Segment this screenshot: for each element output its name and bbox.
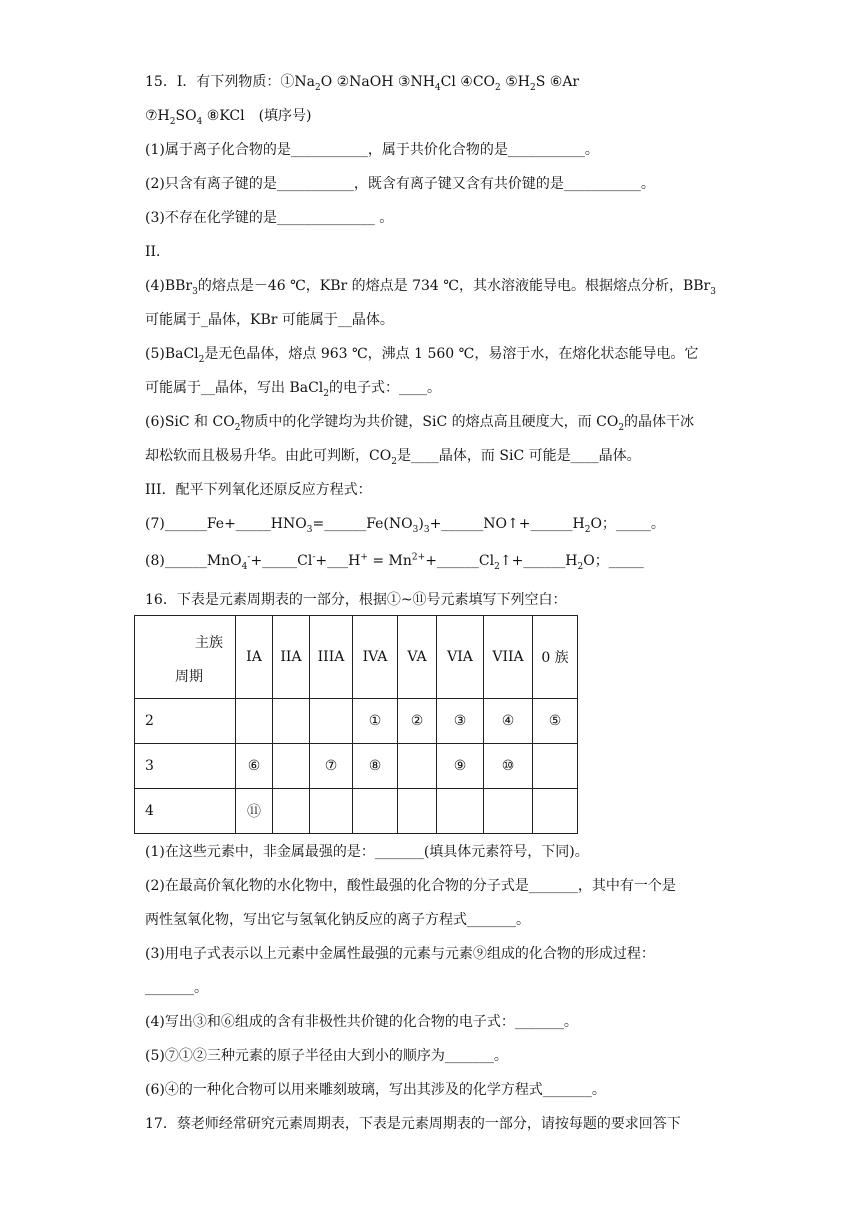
q15-sub-6-cont: 却松软而且极易升华。由此可判断，$CO_2$是____晶体，而 SiC 可能是____晶体。	[145, 448, 641, 467]
table-cell: ①	[353, 699, 398, 744]
group-header: 0 族	[533, 616, 578, 699]
table-cell: ②	[398, 699, 437, 744]
table-cell: ⑩	[484, 744, 533, 789]
table-cell: ⑤	[533, 699, 578, 744]
q16-sub-4: (4)写出③和⑥组成的含有非极性共价键的化合物的电子式：_______。	[145, 1014, 578, 1030]
q17-intro: 17．蔡老师经常研究元素周期表，下表是元素周期表的一部分，请按每题的要求回答下	[145, 1116, 681, 1132]
q15-sub-5-cont: 可能属于__晶体，写出 BaCl$_2$的电子式：____。	[145, 380, 442, 399]
q15-sub-2: (2)只含有离子键的是___________，既含有离子键又含有共价键的是___________。	[145, 176, 655, 192]
q16-intro: 16．下表是元素周期表的一部分，根据①~⑪号元素填写下列空白：	[145, 592, 567, 608]
period-label: 4	[135, 789, 236, 834]
table-row	[135, 789, 578, 834]
table-row	[135, 699, 578, 744]
q16-sub-5: (5)⑦①②三种元素的原子半径由大到小的顺序为_______。	[145, 1048, 508, 1064]
q15-sub-5: (5)BaCl$_2$是无色晶体，熔点 963 ℃，沸点 1 560 ℃，易溶于水，在熔化状态能导电。它	[145, 346, 699, 365]
q15-sub-3: (3)不存在化学键的是______________ 。	[145, 210, 394, 226]
table-corner-cell	[135, 616, 236, 699]
q15-sub-4: (4)BBr$_3$的熔点是－46 ℃，KBr 的熔点是 734 ℃，其水溶液能导电。根据熔点分析，BBr$_3$	[145, 278, 716, 297]
group-header: IIA	[273, 616, 310, 699]
q15-sub-1: (1)属于离子化合物的是___________，属于共价化合物的是___________。	[145, 142, 599, 158]
table-cell: ⑪	[236, 789, 273, 834]
table-cell: ⑥	[236, 744, 273, 789]
table-cell	[437, 789, 484, 834]
q15-section-2: II．	[145, 244, 171, 260]
q16-sub-6: (6)④的一种化合物可以用来雕刻玻璃，写出其涉及的化学方程式_______。	[145, 1082, 606, 1098]
group-header: IA	[236, 616, 273, 699]
table-header-row	[135, 616, 578, 699]
table-cell: ⑧	[353, 744, 398, 789]
table-row	[135, 744, 578, 789]
table-cell	[236, 699, 273, 744]
q15-section-3: III．配平下列氧化还原反应方程式：	[145, 482, 372, 498]
q16-sub-3-cont: _______。	[145, 980, 208, 996]
table-cell	[533, 744, 578, 789]
table-cell: ⑨	[437, 744, 484, 789]
table-cell	[353, 789, 398, 834]
q15-sub-7: $(7)\_\_\_\_\_\_Fe+\_\_\_\_\_HNO_3=\_\_\_\_\_\_Fe(NO_3)_3+\_\_\_\_\_\_NO↑+\_\_\_\_\_\_H_2O$；_____。	[145, 516, 665, 535]
table-cell	[273, 789, 310, 834]
q15-sub-4-cont: 可能属于_晶体，KBr 可能属于__晶体。	[145, 312, 394, 328]
group-header: VIIA	[484, 616, 533, 699]
table-cell	[533, 789, 578, 834]
group-header: IVA	[353, 616, 398, 699]
table-cell	[273, 744, 310, 789]
period-label: 3	[135, 744, 236, 789]
periodic-table	[134, 615, 578, 834]
table-cell	[310, 699, 353, 744]
corner-label-group: 主族	[195, 635, 223, 651]
q15-line-2: $⑦H_2SO_4$ ⑧KCl (填序号)	[145, 108, 312, 127]
table-cell: ③	[437, 699, 484, 744]
q16-sub-3: (3)用电子式表示以上元素中金属性最强的元素与元素⑨组成的化合物的形成过程：	[145, 946, 655, 962]
q16-sub-2-cont: 两性氢氧化物，写出它与氢氧化钠反应的离子方程式_______。	[145, 912, 530, 928]
group-header: IIIA	[310, 616, 353, 699]
table-cell	[484, 789, 533, 834]
table-cell: ⑦	[310, 744, 353, 789]
group-header: VIA	[437, 616, 484, 699]
corner-label-period: 周期	[175, 669, 203, 685]
table-cell	[310, 789, 353, 834]
q16-sub-1: (1)在这些元素中，非金属最强的是：_______(填具体元素符号，下同)。	[145, 844, 589, 860]
table-cell: ④	[484, 699, 533, 744]
table-cell	[273, 699, 310, 744]
q15-line-1: 15．I．有下列物质：$①Na_2O$ ②NaOH $③NH_4Cl$ $④CO_2$ $⑤H_2S$ ⑥Ar	[145, 74, 580, 93]
q16-sub-2: (2)在最高价氧化物的水化物中，酸性最强的化合物的分子式是_______，其中有一个是	[145, 878, 676, 894]
table-cell	[398, 789, 437, 834]
period-label: 2	[135, 699, 236, 744]
q15-sub-6: (6)SiC 和 $CO_2$物质中的化学键均为共价键，SiC 的熔点高且硬度大，而 $CO_2$的晶体干冰	[145, 414, 695, 433]
group-header: VA	[398, 616, 437, 699]
table-cell	[398, 744, 437, 789]
q15-sub-8: (8)______MnO$_4$-+_____Cl-+___H+ = $Mn^{2+}+\_\_\_\_\_\_Cl_2↑+\_\_\_\_\_\_H_2O$；_____	[145, 552, 644, 572]
